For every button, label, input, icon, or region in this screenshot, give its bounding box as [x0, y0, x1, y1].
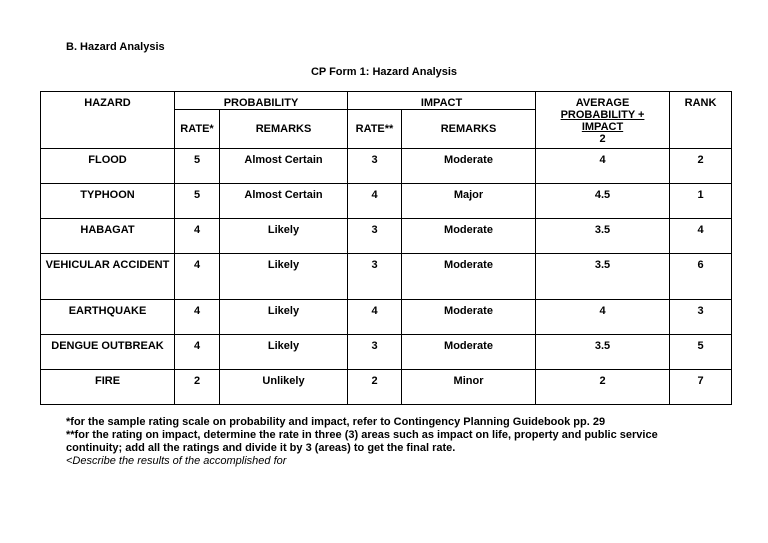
- cell-impact-remarks: Minor: [402, 370, 536, 405]
- cell-rank: 6: [670, 254, 732, 300]
- footnote-probability: *for the sample rating scale on probability and impact, refer to Contingency Planning Guidebook pp. 29: [66, 416, 606, 428]
- table-row: [41, 149, 732, 184]
- cell-prob-remarks: Likely: [220, 254, 348, 300]
- cell-average: 4: [536, 149, 670, 184]
- header-rank: RANK: [670, 92, 732, 149]
- table-row: [41, 300, 732, 335]
- hazard-analysis-table: [40, 91, 732, 405]
- header-hazard: HAZARD: [41, 92, 175, 149]
- cell-average: 3.5: [536, 335, 670, 370]
- cell-prob-rate: 4: [175, 219, 220, 254]
- cell-impact-rate: 3: [348, 219, 402, 254]
- cell-rank: 5: [670, 335, 732, 370]
- cell-rank: 1: [670, 184, 732, 219]
- cell-impact-remarks: Moderate: [402, 335, 536, 370]
- cell-rank: 3: [670, 300, 732, 335]
- cell-prob-remarks: Likely: [220, 219, 348, 254]
- cell-hazard: FLOOD: [41, 149, 175, 184]
- cell-prob-remarks: Unlikely: [220, 370, 348, 405]
- header-probability: PROBABILITY: [175, 92, 348, 110]
- header-impact-remarks: REMARKS: [402, 110, 536, 149]
- header-prob-rate: RATE*: [175, 110, 220, 149]
- cell-impact-rate: 4: [348, 184, 402, 219]
- cell-hazard: TYPHOON: [41, 184, 175, 219]
- cell-average: 4.5: [536, 184, 670, 219]
- cell-hazard: VEHICULAR ACCIDENT: [41, 254, 175, 300]
- cell-impact-rate: 2: [348, 370, 402, 405]
- cell-hazard: EARTHQUAKE: [41, 300, 175, 335]
- cell-impact-rate: 3: [348, 254, 402, 300]
- cell-average: 4: [536, 300, 670, 335]
- instruction-text: <Describe the results of the accomplished for: [66, 455, 287, 467]
- cell-average: 3.5: [536, 254, 670, 300]
- table-row: [41, 254, 732, 300]
- cell-prob-rate: 4: [175, 335, 220, 370]
- table-row: [41, 335, 732, 370]
- cell-impact-remarks: Major: [402, 184, 536, 219]
- cell-rank: 7: [670, 370, 732, 405]
- table-row: [41, 370, 732, 405]
- cell-prob-remarks: Likely: [220, 300, 348, 335]
- cell-impact-rate: 3: [348, 335, 402, 370]
- cell-prob-rate: 4: [175, 300, 220, 335]
- cell-average: 3.5: [536, 219, 670, 254]
- cell-rank: 2: [670, 149, 732, 184]
- header-average-line3: IMPACT: [581, 121, 624, 133]
- header-impact-rate: RATE**: [348, 110, 402, 149]
- cell-rank: 4: [670, 219, 732, 254]
- cell-prob-rate: 5: [175, 184, 220, 219]
- cell-hazard: HABAGAT: [41, 219, 175, 254]
- cell-prob-rate: 4: [175, 254, 220, 300]
- cell-impact-remarks: Moderate: [402, 149, 536, 184]
- cell-prob-rate: 2: [175, 370, 220, 405]
- header-impact: IMPACT: [348, 92, 536, 110]
- header-average-line2: PROBABILITY +: [560, 109, 645, 121]
- header-prob-remarks: REMARKS: [220, 110, 348, 149]
- cell-impact-remarks: Moderate: [402, 254, 536, 300]
- footnotes: [66, 416, 706, 468]
- header-average-line4: 2: [599, 133, 606, 145]
- table-row: [41, 219, 732, 254]
- cell-impact-rate: 4: [348, 300, 402, 335]
- cell-average: 2: [536, 370, 670, 405]
- cell-impact-remarks: Moderate: [402, 300, 536, 335]
- cell-hazard: DENGUE OUTBREAK: [41, 335, 175, 370]
- cell-prob-remarks: Likely: [220, 335, 348, 370]
- cell-prob-remarks: Almost Certain: [220, 184, 348, 219]
- cell-prob-rate: 5: [175, 149, 220, 184]
- header-row: [41, 92, 732, 110]
- cell-prob-remarks: Almost Certain: [220, 149, 348, 184]
- header-average: [536, 92, 670, 149]
- section-title: B. Hazard Analysis: [66, 41, 165, 53]
- header-average-line1: AVERAGE: [575, 97, 630, 109]
- cell-impact-rate: 3: [348, 149, 402, 184]
- table-row: [41, 184, 732, 219]
- cell-impact-remarks: Moderate: [402, 219, 536, 254]
- form-title: CP Form 1: Hazard Analysis: [310, 66, 458, 78]
- cell-hazard: FIRE: [41, 370, 175, 405]
- footnote-impact: **for the rating on impact, determine the rate in three (3) areas such as impact on life, property and public service continuity; add all the ratings and divide it by 3 (areas) to get the final rate.: [66, 429, 658, 454]
